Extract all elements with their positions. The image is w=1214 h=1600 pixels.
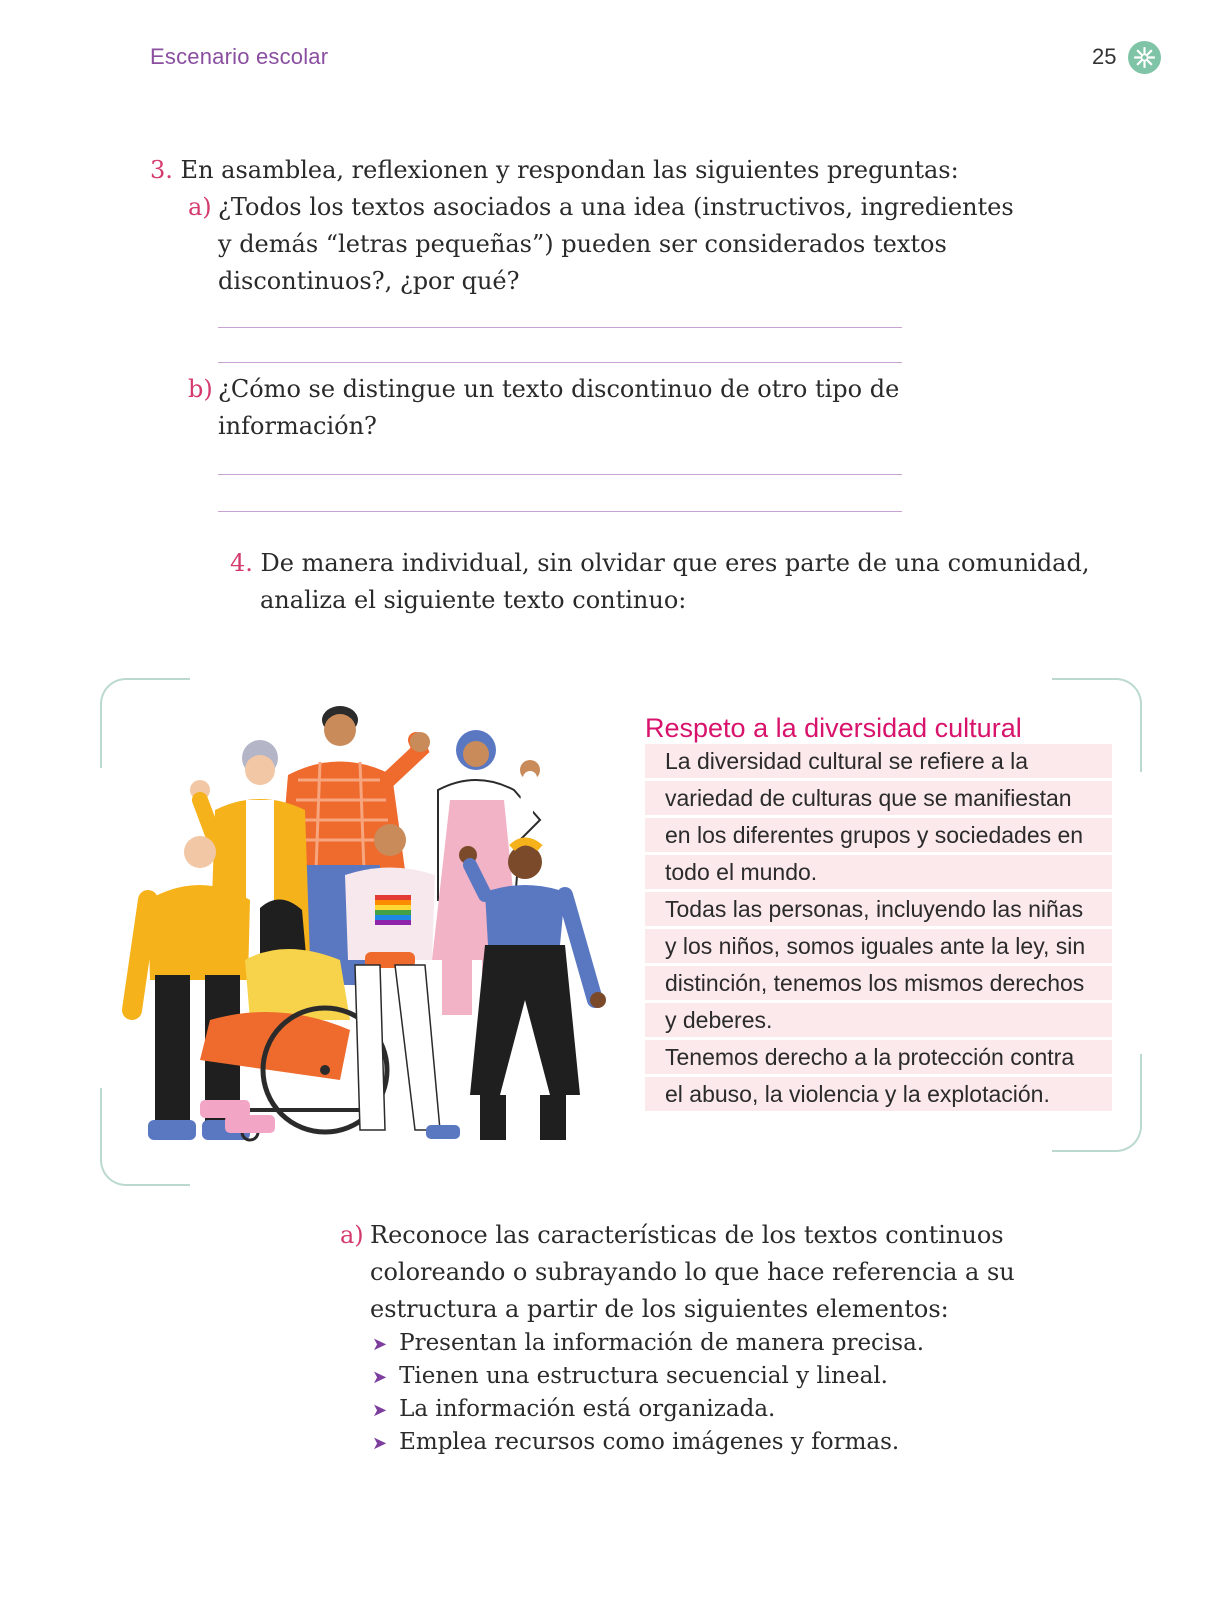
question-4-line2: analiza el siguiente texto continuo: bbox=[260, 586, 687, 614]
arrow-bullet-icon: ➤ bbox=[372, 1367, 388, 1388]
question-3a bbox=[188, 189, 212, 226]
answer-line[interactable] bbox=[218, 474, 902, 475]
card-title: Respeto a la diversidad cultural bbox=[645, 713, 1022, 743]
card-text-line: variedad de culturas que se manifiestan bbox=[645, 781, 1112, 815]
question-3 bbox=[150, 152, 959, 189]
diverse-people-group-illustration bbox=[120, 700, 620, 1160]
card-text-line: y deberes. bbox=[645, 1003, 1112, 1037]
list-item-text: Tienen una estructura secuencial y lineal. bbox=[399, 1363, 888, 1389]
snowflake-badge-icon bbox=[1128, 41, 1161, 74]
list-item bbox=[372, 1426, 899, 1460]
question-3a-line1: ¿Todos los textos asociados a una idea (instructivos, ingredientes bbox=[218, 193, 1014, 221]
question-number: 4. bbox=[230, 549, 253, 577]
answer-line[interactable] bbox=[218, 327, 902, 328]
section-title: Escenario escolar bbox=[150, 44, 329, 69]
subquestion-label: a) bbox=[188, 193, 212, 221]
list-item bbox=[372, 1393, 775, 1427]
question-3b-line2: información? bbox=[218, 412, 377, 440]
list-item bbox=[372, 1360, 888, 1394]
question-3b bbox=[188, 371, 213, 408]
question-4a-line1: Reconoce las características de los textos continuos bbox=[370, 1221, 1004, 1249]
card-text-line: todo el mundo. bbox=[645, 855, 1112, 889]
arrow-bullet-icon: ➤ bbox=[372, 1433, 388, 1454]
question-4a-line2: coloreando o subrayando lo que hace referencia a su bbox=[370, 1258, 1015, 1286]
question-4 bbox=[230, 545, 1089, 582]
list-item-text: La información está organizada. bbox=[399, 1396, 776, 1422]
page-number: 25 bbox=[1092, 44, 1117, 69]
question-number: 3. bbox=[150, 156, 173, 184]
answer-line[interactable] bbox=[218, 511, 902, 512]
question-3b-line1: ¿Cómo se distingue un texto discontinuo de otro tipo de bbox=[218, 375, 900, 403]
subquestion-label: b) bbox=[188, 375, 213, 403]
card-text-line: el abuso, la violencia y la explotación. bbox=[645, 1077, 1112, 1111]
list-item bbox=[372, 1327, 924, 1361]
arrow-bullet-icon: ➤ bbox=[372, 1334, 388, 1355]
answer-line[interactable] bbox=[218, 362, 902, 363]
subquestion-label: a) bbox=[340, 1221, 364, 1249]
question-text: De manera individual, sin olvidar que eres parte de una comunidad, bbox=[260, 549, 1090, 577]
question-text: En asamblea, reflexionen y respondan las siguientes preguntas: bbox=[180, 156, 959, 184]
arrow-bullet-icon: ➤ bbox=[372, 1400, 388, 1421]
question-3a-line2: y demás “letras pequeñas”) pueden ser considerados textos bbox=[218, 230, 947, 258]
card-text-line: en los diferentes grupos y sociedades en bbox=[645, 818, 1112, 852]
question-3a-line3: discontinuos?, ¿por qué? bbox=[218, 267, 520, 295]
card-text-line: Tenemos derecho a la protección contra bbox=[645, 1040, 1112, 1074]
card-text-line: La diversidad cultural se refiere a la bbox=[645, 744, 1112, 778]
card-text-line: y los niños, somos iguales ante la ley, sin bbox=[645, 929, 1112, 963]
question-4a-line3: estructura a partir de los siguientes elementos: bbox=[370, 1295, 949, 1323]
person-crop-top bbox=[459, 842, 606, 1141]
list-item-text: Presentan la información de manera precisa. bbox=[399, 1330, 925, 1356]
card-text-line: Todas las personas, incluyendo las niñas bbox=[645, 892, 1112, 926]
list-item-text: Emplea recursos como imágenes y formas. bbox=[399, 1429, 900, 1455]
card-text-line: distinción, tenemos los mismos derechos bbox=[645, 966, 1112, 1000]
question-4a bbox=[340, 1217, 364, 1254]
